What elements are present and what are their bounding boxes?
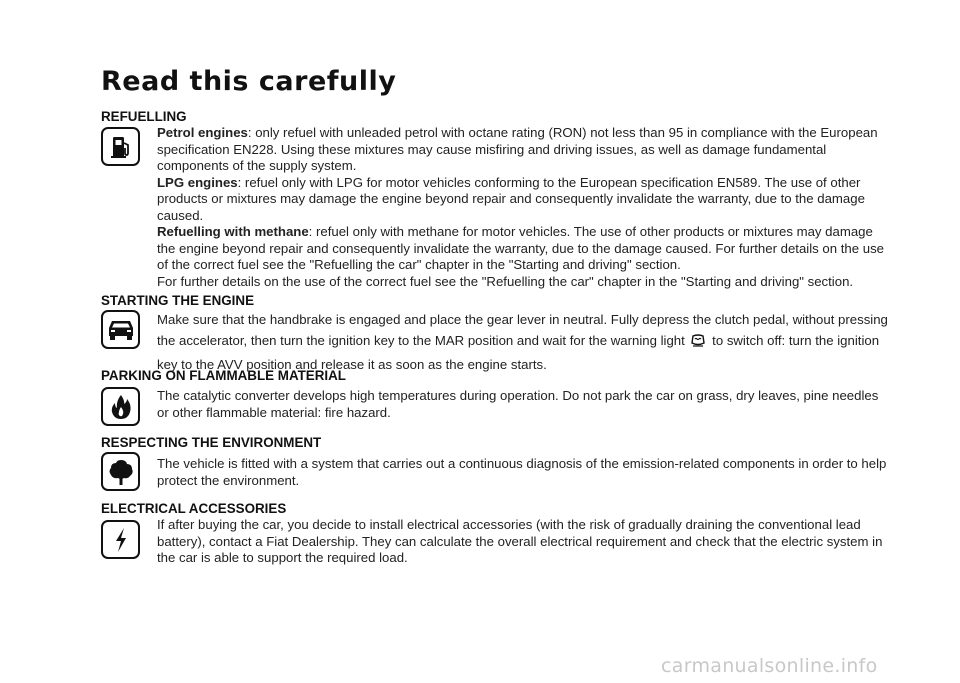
section-heading-refuelling: REFUELLING bbox=[101, 109, 187, 124]
petrol-text: : only refuel with unleaded petrol with octane rating (RON) not less than 95 in compliance with the European specification EN228. Using these mixtures may cause misfiring and driving issues, as well as damage fundamental components of the supply system. bbox=[157, 125, 878, 173]
lpg-text: : refuel only with LPG for motor vehicles conforming to the European specification EN589. The use of other products or mixtures may damage the engine beyond repair and consequently invalidate the warranty, due to the damage caused. bbox=[157, 174, 865, 223]
section-electrical bbox=[101, 500, 891, 575]
fire-icon bbox=[101, 387, 140, 426]
starting-text-before: Make sure that the handbrake is engaged and place the gear lever in neutral. Fully depress the clutch pedal, without pressing the accelerator, then turn the ignition key to the MAR position and wait for the warning light bbox=[157, 312, 888, 348]
environment-body bbox=[157, 456, 891, 489]
methane-text: : refuel only with methane for motor vehicles. The use of other products or mixtures may damage the engine beyond repair and consequently invalidate the warranty, due to the damage caused. For further details on the use of the correct fuel see the "Refuelling the car" chapter in the "Starting and driving" section. bbox=[157, 224, 885, 272]
lpg-paragraph bbox=[157, 175, 891, 225]
methane-label: Refuelling with methane bbox=[157, 224, 309, 239]
refuelling-body bbox=[157, 125, 891, 290]
section-heading-parking: PARKING ON FLAMMABLE MATERIAL bbox=[101, 368, 346, 383]
starting-body bbox=[157, 309, 891, 375]
methane-paragraph bbox=[157, 224, 891, 274]
parking-body bbox=[157, 388, 891, 421]
environment-paragraph: The vehicle is fitted with a system that carries out a continuous diagnosis of the emission-related components in order to help protect the environment. bbox=[157, 456, 887, 488]
car-icon bbox=[101, 310, 140, 349]
lpg-label: LPG engines bbox=[157, 174, 238, 190]
starting-text-after: to switch off: turn the ignition key to the AVV position and release it as soon as the engine starts. bbox=[157, 333, 880, 372]
further-details-paragraph: For further details on the use of the correct fuel see the "Refuelling the car" chapter in the "Starting and driving" section. bbox=[157, 273, 854, 289]
petrol-label: Petrol engines bbox=[157, 125, 248, 140]
page-title: Read this carefully bbox=[101, 66, 397, 97]
section-starting bbox=[101, 292, 891, 372]
tree-icon bbox=[101, 452, 140, 491]
electrical-body bbox=[157, 517, 891, 567]
section-heading-starting: STARTING THE ENGINE bbox=[101, 293, 255, 308]
section-heading-electrical: ELECTRICAL ACCESSORIES bbox=[101, 501, 287, 516]
petrol-paragraph bbox=[157, 125, 891, 175]
section-environment bbox=[101, 434, 891, 494]
parking-paragraph: The catalytic converter develops high temperatures during operation. Do not park the car on grass, dry leaves, pine needles or other flammable material: fire hazard. bbox=[157, 388, 879, 420]
section-refuelling bbox=[101, 108, 891, 288]
section-parking bbox=[101, 367, 891, 427]
lightning-icon bbox=[101, 520, 140, 559]
watermark: carmanualsonline.info bbox=[661, 655, 878, 677]
section-heading-environment: RESPECTING THE ENVIRONMENT bbox=[101, 435, 322, 450]
fuel-pump-icon bbox=[101, 127, 140, 166]
glow-plug-warning-icon bbox=[690, 333, 706, 354]
electrical-paragraph: If after buying the car, you decide to install electrical accessories (with the risk of gradually draining the conventional lead battery), contact a Fiat Dealership. They can calculate the overall electrical requirement and check that the electric system in the car is able to support the required load. bbox=[157, 517, 883, 565]
starting-paragraph bbox=[157, 309, 891, 375]
